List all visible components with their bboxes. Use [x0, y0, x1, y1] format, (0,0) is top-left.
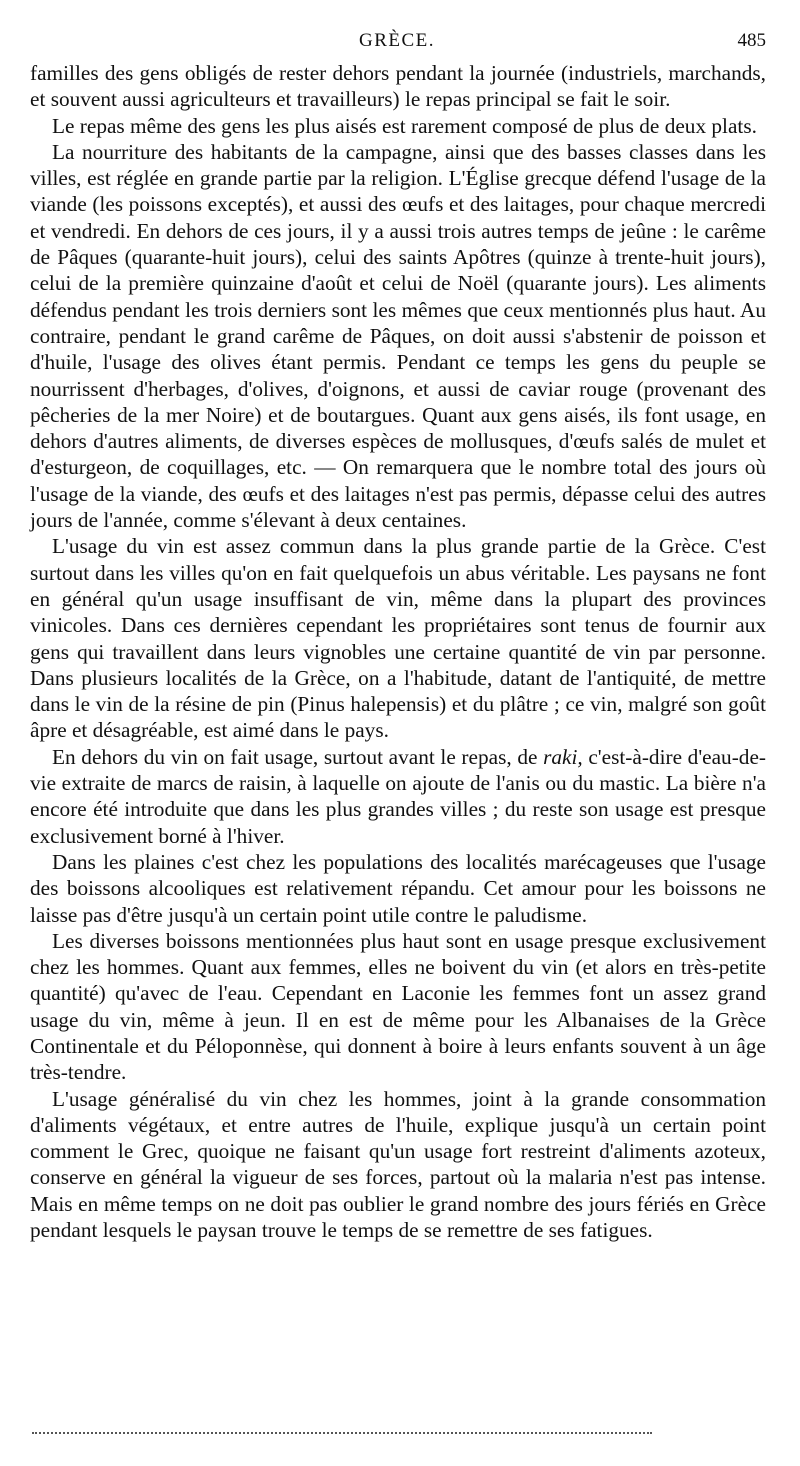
- paragraph-conclusion: L'usage généralisé du vin chez les hommes, joint à la grande consommation d'aliments végétaux, et entre autres de l'huile, explique jusqu'à un certain point comment le Grec, quoique ne faisant qu'un usage fort restreint d'aliments azoteux, conserve en général la vigueur de ses forces, partout où la malaria n'est pas intense. Mais en même temps on ne doit pas oublier le grand nombre des jours fériés en Grèce pendant lesquels le paysan trouve le temps de se remettre de ses fatigues.: [30, 1086, 766, 1243]
- raki-text-before: En dehors du vin on fait usage, surtout avant le repas, de: [52, 744, 544, 769]
- paragraph-women: Les diverses boissons mentionnées plus haut sont en usage presque exclusivement chez les hommes. Quant aux femmes, elles ne boivent du vin (et alors en très-petite quantité) qu'avec de l'eau. Cependant en Laconie les femmes font un assez grand usage du vin, même à jeun. Il en est de même pour les Albanaises de la Grèce Continentale et du Péloponnèse, qui donnent à boire à leurs enfants souvent à un âge très-tendre.: [30, 928, 766, 1085]
- paragraph-meals: Le repas même des gens les plus aisés est rarement composé de plus de deux plats.: [52, 113, 757, 138]
- paragraph-fasting: La nourriture des habitants de la campagne, ainsi que des basses classes dans les villes, est réglée en grande partie par la religion. L'Église grecque défend l'usage de la viande (les poissons exceptés), et aussi des œufs et des laitages, pour chaque mercredi et vendredi. En dehors de ces jours, il y a aussi trois autres temps de jeûne : le carême de Pâques (quarante-huit jours), celui des saints Apôtres (quinze à trente-huit jours), celui de la première quinzaine d'août et celui de Noël (quarante jours). Les aliments défendus pendant les trois derniers sont les mêmes que ceux mentionnés plus haut. Au contraire, pendant le grand carême de Pâques, on doit aussi s'abstenir de poisson et d'huile, l'usage des olives étant permis. Pendant ce temps les gens du peuple se nourrissent d'herbages, d'olives, d'oignons, et aussi de caviar rouge (provenant des pêcheries de la mer Noire) et de boutargues. Quant aux gens aisés, ils font usage, en dehors d'autres aliments, de diverses espèces de mollusques, d'œufs salés de mulet et d'esturgeon, de coquillages, etc. — On remarquera que le nombre total des jours où l'usage de la viande, des œufs et des laitages n'est pas permis, dépasse celui des autres jours de l'année, comme s'élevant à deux centaines.: [30, 139, 766, 533]
- raki-text-after: c'est-à-dire d'eau-de-vie extraite de marcs de raisin, à laquelle on ajoute de l'anis ou du mastic. La bière n'a encore été introduite que dans les plus grandes villes ; du reste son usage est presque exclusivement borné à l'hiver.: [30, 744, 766, 848]
- paragraph-plains: Dans les plaines c'est chez les populations des localités marécageuses que l'usage des boissons alcooliques est relativement répandu. Cet amour pour les boissons ne laisse pas d'être jusqu'à un certain point utile contre le paludisme.: [30, 849, 766, 927]
- running-head: [28, 30, 766, 60]
- page-number: 485: [737, 30, 766, 51]
- body-text: [30, 60, 766, 1243]
- footer-dotted-rule: [32, 1432, 652, 1434]
- paragraph-continued: familles des gens obligés de rester dehors pendant la journée (industriels, marchands, et souvent aussi agriculteurs et travailleurs) le repas principal se fait le soir.: [30, 61, 766, 112]
- paragraph-raki: [30, 744, 766, 849]
- running-title: GRÈCE.: [358, 30, 436, 51]
- paragraph-wine: L'usage du vin est assez commun dans la plus grande partie de la Grèce. C'est surtout dans les villes qu'on en fait quelquefois un abus véritable. Les paysans ne font en général qu'un usage insuffisant de vin, même dans la plupart des provinces vinicoles. Dans ces dernières cependant les propriétaires sont tenus de fournir aux gens qui travaillent dans leurs vignobles une certaine quantité de vin par personne. Dans plusieurs localités de la Grèce, on a l'habitude, datant de l'antiquité, de mettre dans le vin de la résine de pin (Pinus halepensis) et du plâtre ; ce vin, malgré son goût âpre et désagréable, est aimé dans le pays.: [30, 534, 766, 743]
- raki-term: raki,: [543, 744, 583, 769]
